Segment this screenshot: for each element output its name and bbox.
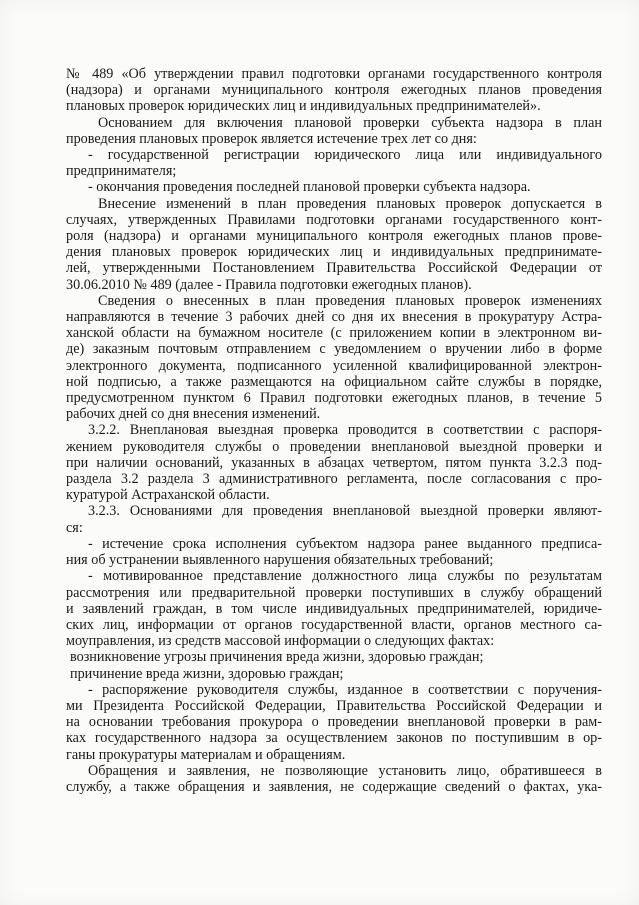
text-line: на основании требования прокурора о проведении внеплановой проверки в рам-: [66, 714, 602, 731]
text-line: - распоряжение руководителя службы, изданное в соответствии с поручения-: [88, 681, 602, 698]
text-line: ми Президента Российской Федерации, Правительства Российской Федерации и: [66, 697, 602, 714]
text-line: рассмотрения или предварительной проверки поступивших в службу обращений: [66, 584, 602, 601]
text-line: 3.2.3. Основаниями для проведения внеплановой выездной проверки являют-: [88, 503, 602, 520]
text-line: проведения плановых проверок является истечение трех лет со дня:: [66, 130, 477, 147]
text-line: моуправления, из средств массовой информации о следующих фактах:: [66, 633, 495, 650]
text-line: случаях, утвержденных Правилами подготовки органами государственного конт-: [66, 211, 602, 228]
text-line: плановых проверок юридических лиц и индивидуальных предпринимателей».: [66, 98, 541, 115]
text-line: службу, а также обращения и заявления, не содержащие сведений о фактах, ука-: [66, 778, 602, 795]
text-line: раздела 3.2 раздела 3 административного регламента, после согласования с про-: [66, 471, 602, 488]
text-line: ханской области на бумажном носителе (с приложением копии в электронном ви-: [66, 325, 602, 342]
text-line: предусмотренном пунктом 6 Правил подготовки ежегодных планов, в течение 5: [66, 390, 602, 407]
text-line: электронного документа, подписанного усиленной квалифицированной электрон-: [66, 357, 602, 374]
text-line: ной подписью, а также размещаются на официальном сайте службы в порядке,: [66, 373, 602, 390]
document-body: [66, 66, 602, 795]
text-line: 3.2.2. Внеплановая выездная проверка проводится в соответствии с распоря-: [88, 422, 602, 439]
text-line: и заявлений граждан, в том числе индивидуальных предпринимателей, юридиче-: [66, 600, 602, 617]
text-line: № 489 «Об утверждении правил подготовки органами государственного контроля: [66, 66, 602, 82]
text-line: Обращения и заявления, не позволяющие установить лицо, обратившееся в: [88, 762, 602, 779]
text-line: дения плановых проверок юридических лиц и индивидуальных предпринимате-: [66, 244, 602, 261]
text-line: ния об устранении выявленного нарушения обязательных требований;: [66, 552, 494, 569]
text-line: ских лиц, информации от органов государственной власти, органов местного са-: [66, 616, 602, 633]
text-line: рабочих дней со дня внесения изменений.: [66, 406, 321, 423]
text-line: причинение вреда жизни, здоровью граждан;: [70, 665, 344, 682]
text-line: - окончания проведения последней плановой проверки субъекта надзора.: [88, 179, 531, 196]
text-line: де) заказным почтовым отправлением с уведомлением о вручении либо в форме: [66, 341, 602, 358]
text-line: жением руководителя службы о проведении внеплановой выездной проверки и: [66, 438, 602, 455]
text-line: при наличии оснований, указанных в абзацах четвертом, пятом пункта 3.2.3 под-: [66, 454, 602, 471]
text-line: роля (надзора) и органами муниципального контроля ежегодных планов прове-: [66, 228, 602, 245]
text-line: направляются в течение 3 рабочих дней со дня их внесения в прокуратуру Астра-: [66, 309, 602, 326]
text-line: (надзора) и органами муниципального контроля ежегодных планов проведения: [66, 82, 602, 99]
text-line: Сведения о внесенных в план проведения плановых проверок изменениях: [98, 292, 602, 309]
text-line: возникновение угрозы причинения вреда жизни, здоровью граждан;: [70, 649, 484, 666]
text-line: 30.06.2010 № 489 (далее - Правила подготовки ежегодных планов).: [66, 276, 472, 293]
text-line: ганы прокуратуры материалам и обращениям.: [66, 746, 346, 763]
text-line: предпринимателя;: [66, 163, 177, 180]
text-line: - мотивированное представление должностного лица службы по результатам: [88, 568, 602, 585]
text-line: - истечение срока исполнения субъектом надзора ранее выданного предписа-: [88, 535, 602, 552]
text-line: лей, утвержденными Постановлением Правительства Российской Федерации от: [66, 260, 602, 277]
text-line: ках государственного надзора за осуществлением законов по поступившим в ор-: [66, 730, 602, 747]
text-line: куратурой Астраханской области.: [66, 487, 270, 504]
text-line: ся:: [66, 519, 83, 536]
text-line: Основанием для включения плановой проверки субъекта надзора в план: [98, 114, 602, 131]
text-line: Внесение изменений в план проведения плановых проверок допускается в: [98, 195, 602, 212]
text-line: - государственной регистрации юридического лица или индивидуального: [88, 147, 602, 164]
